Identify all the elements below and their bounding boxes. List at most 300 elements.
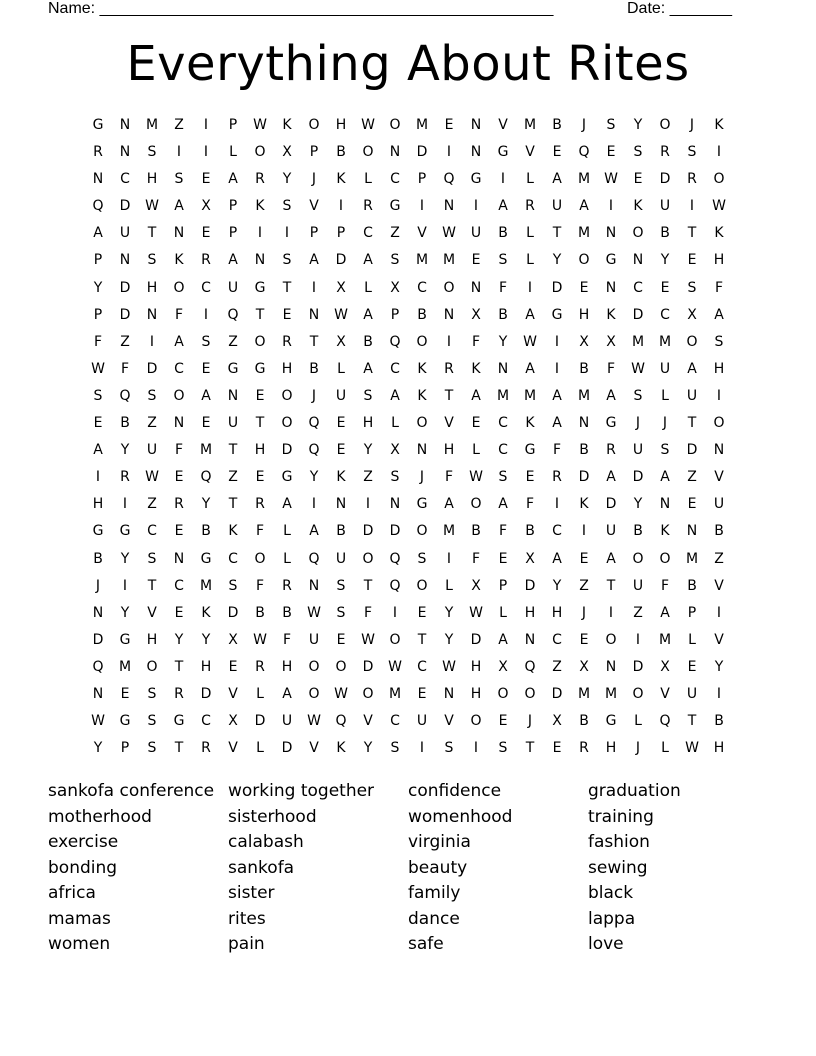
grid-letter: L [499, 604, 508, 621]
grid-letter: K [714, 225, 725, 242]
grid-letter: T [552, 225, 563, 242]
grid-letter: X [660, 658, 671, 675]
grid-letter: B [309, 360, 320, 377]
grid-letter: S [93, 387, 104, 404]
grid-letter: V [660, 685, 671, 702]
grid-row [85, 332, 733, 359]
grid-letter: Y [660, 252, 671, 269]
grid-letter: E [228, 658, 239, 675]
grid-letter: I [689, 198, 696, 215]
grid-letter: E [687, 658, 698, 675]
grid-letter: A [282, 685, 293, 702]
grid-letter: W [523, 333, 538, 350]
grid-letter: A [174, 198, 185, 215]
word-bank-item: mamas [48, 908, 111, 929]
grid-letter: K [660, 523, 671, 540]
grid-letter: T [228, 496, 239, 513]
grid-letter: U [632, 442, 645, 459]
grid-letter: S [282, 198, 293, 215]
grid-letter: H [551, 604, 564, 621]
grid-letter: Z [633, 604, 644, 621]
grid-letter: S [363, 387, 374, 404]
grid-letter: T [255, 306, 266, 323]
grid-letter: M [631, 333, 646, 350]
word-bank-item: africa [48, 883, 96, 903]
grid-letter: G [92, 523, 105, 540]
grid-letter: E [417, 685, 428, 702]
grid-letter: R [120, 469, 131, 486]
grid-letter: J [311, 387, 318, 404]
grid-letter: I [716, 685, 723, 702]
grid-letter: X [336, 333, 347, 350]
grid-letter: R [525, 198, 536, 215]
grid-letter: U [227, 279, 240, 296]
grid-letter: E [255, 387, 266, 404]
grid-row [85, 711, 733, 738]
grid-letter: A [552, 387, 563, 404]
grid-letter: U [416, 713, 429, 730]
grid-letter: D [281, 442, 294, 459]
word-bank-item: safe [408, 934, 444, 954]
grid-letter: G [497, 144, 510, 161]
grid-letter: V [444, 713, 455, 730]
grid-row [85, 576, 733, 603]
name-field-label: Name: ___________________________________________________ [48, 0, 554, 17]
grid-letter: O [389, 117, 402, 133]
header-line [48, 0, 768, 20]
grid-letter: N [119, 117, 132, 133]
grid-letter: P [498, 577, 509, 594]
grid-letter: I [176, 144, 183, 161]
grid-letter: N [605, 279, 618, 296]
grid-letter: D [335, 252, 348, 269]
grid-letter: V [363, 713, 374, 730]
grid-letter: T [687, 225, 698, 242]
grid-letter: A [606, 469, 617, 486]
grid-letter: Y [201, 631, 212, 648]
grid-letter: W [307, 713, 322, 730]
grid-letter: C [498, 442, 509, 459]
grid-letter: N [497, 360, 510, 377]
grid-letter: B [552, 117, 563, 133]
grid-letter: H [254, 442, 267, 459]
grid-row [85, 684, 733, 711]
word-bank-item: virginia [408, 832, 471, 852]
grid-letter: N [470, 117, 483, 133]
grid-letter: V [498, 117, 509, 133]
grid-letter: N [173, 415, 186, 432]
grid-letter: S [228, 577, 239, 594]
grid-letter: G [551, 306, 564, 323]
grid-letter: E [336, 631, 347, 648]
grid-letter: M [118, 658, 133, 675]
grid-letter: S [336, 604, 347, 621]
grid-letter: I [446, 550, 453, 567]
grid-letter: K [336, 171, 347, 188]
date-field-label: Date: _______ [627, 0, 732, 17]
grid-letter: U [551, 198, 564, 215]
grid-letter: F [255, 523, 266, 540]
grid-letter: O [470, 496, 483, 513]
grid-letter: N [416, 442, 429, 459]
grid-letter: I [419, 740, 426, 757]
grid-letter: W [334, 685, 349, 702]
grid-letter: C [417, 658, 428, 675]
grid-letter: N [632, 252, 645, 269]
grid-letter: L [526, 225, 535, 242]
grid-letter: K [174, 252, 185, 269]
grid-letter: S [147, 685, 158, 702]
grid-letter: V [714, 577, 725, 594]
grid-letter: A [390, 387, 401, 404]
grid-letter: G [254, 360, 267, 377]
grid-letter: K [282, 117, 293, 133]
grid-letter: O [659, 117, 672, 133]
grid-letter: N [119, 252, 132, 269]
grid-letter: S [633, 144, 644, 161]
grid-letter: M [442, 523, 457, 540]
grid-letter: S [417, 550, 428, 567]
grid-letter: P [228, 117, 239, 133]
grid-letter: J [581, 604, 588, 621]
grid-letter: O [362, 144, 375, 161]
grid-letter: J [635, 740, 642, 757]
grid-letter: E [201, 225, 212, 242]
grid-letter: C [552, 631, 563, 648]
grid-letter: S [147, 387, 158, 404]
grid-letter: Y [363, 442, 374, 459]
grid-letter: W [334, 306, 349, 323]
grid-letter: R [552, 469, 563, 486]
grid-letter: H [200, 658, 213, 675]
grid-letter: G [119, 631, 132, 648]
grid-letter: H [335, 117, 348, 133]
grid-letter: J [95, 577, 102, 594]
grid-letter: K [201, 604, 212, 621]
grid-letter: B [336, 523, 347, 540]
grid-row [85, 440, 733, 467]
grid-row [85, 169, 733, 196]
grid-letter: T [363, 577, 374, 594]
grid-letter: S [660, 442, 671, 459]
grid-letter: O [416, 523, 429, 540]
grid-letter: U [227, 415, 240, 432]
grid-letter: L [283, 523, 292, 540]
grid-letter: M [577, 171, 592, 188]
grid-letter: D [551, 685, 564, 702]
grid-letter: O [254, 550, 267, 567]
grid-row [85, 467, 733, 494]
grid-letter: D [659, 171, 672, 188]
grid-letter: L [337, 360, 346, 377]
grid-letter: C [390, 171, 401, 188]
grid-letter: T [147, 577, 158, 594]
grid-letter: R [174, 685, 185, 702]
grid-letter: S [390, 740, 401, 757]
grid-letter: F [255, 577, 266, 594]
grid-letter: U [659, 360, 672, 377]
grid-letter: N [92, 604, 105, 621]
grid-letter: G [281, 469, 294, 486]
grid-letter: D [632, 469, 645, 486]
grid-letter: T [687, 713, 698, 730]
grid-letter: D [578, 469, 591, 486]
grid-letter: G [173, 713, 186, 730]
grid-letter: S [498, 469, 509, 486]
grid-letter: I [608, 198, 615, 215]
grid-letter: M [199, 577, 214, 594]
grid-letter: E [660, 279, 671, 296]
grid-letter: A [687, 360, 698, 377]
grid-letter: Z [363, 469, 374, 486]
grid-letter: F [444, 469, 455, 486]
grid-letter: D [227, 604, 240, 621]
grid-letter: G [254, 279, 267, 296]
grid-letter: B [201, 523, 212, 540]
grid-letter: H [362, 415, 375, 432]
grid-letter: F [552, 442, 563, 459]
grid-letter: Y [282, 171, 293, 188]
grid-letter: J [311, 171, 318, 188]
grid-row [85, 386, 733, 413]
word-bank-item: sister [228, 883, 275, 903]
grid-letter: F [498, 523, 509, 540]
grid-letter: B [93, 550, 104, 567]
grid-letter: C [660, 306, 671, 323]
grid-letter: A [606, 550, 617, 567]
grid-letter: A [201, 387, 212, 404]
grid-letter: U [659, 198, 672, 215]
grid-letter: R [282, 577, 293, 594]
grid-letter: V [228, 685, 239, 702]
grid-letter: K [471, 360, 482, 377]
grid-letter: I [311, 496, 318, 513]
grid-letter: E [552, 144, 563, 161]
grid-row [85, 196, 733, 223]
grid-letter: S [714, 333, 725, 350]
grid-letter: P [309, 225, 320, 242]
grid-letter: R [687, 171, 698, 188]
grid-letter: I [122, 496, 129, 513]
grid-row [85, 142, 733, 169]
grid-letter: Q [92, 658, 105, 675]
grid-letter: P [228, 225, 239, 242]
grid-letter: B [498, 225, 509, 242]
grid-letter: L [526, 171, 535, 188]
grid-letter: P [336, 225, 347, 242]
grid-letter: M [388, 685, 403, 702]
grid-letter: F [93, 333, 104, 350]
grid-letter: H [713, 360, 726, 377]
grid-letter: H [578, 306, 591, 323]
grid-letter: F [282, 631, 293, 648]
grid-letter: X [579, 658, 590, 675]
grid-letter: D [389, 523, 402, 540]
grid-letter: M [658, 333, 673, 350]
grid-letter: X [336, 279, 347, 296]
grid-letter: D [254, 713, 267, 730]
grid-letter: S [336, 577, 347, 594]
grid-letter: E [606, 144, 617, 161]
grid-letter: L [661, 387, 670, 404]
grid-letter: N [443, 685, 456, 702]
grid-letter: U [146, 442, 159, 459]
grid-letter: K [417, 360, 428, 377]
grid-letter: O [443, 279, 456, 296]
grid-row [85, 603, 733, 630]
grid-letter: M [577, 685, 592, 702]
grid-letter: T [444, 387, 455, 404]
grid-letter: E [687, 252, 698, 269]
grid-letter: I [527, 279, 534, 296]
grid-letter: J [689, 117, 696, 133]
grid-letter: Y [120, 550, 131, 567]
grid-letter: W [91, 713, 106, 730]
grid-letter: F [471, 550, 482, 567]
grid-letter: N [389, 496, 402, 513]
grid-letter: E [201, 415, 212, 432]
grid-letter: A [552, 415, 563, 432]
grid-letter: N [443, 198, 456, 215]
grid-letter: X [552, 713, 563, 730]
grid-letter: B [282, 604, 293, 621]
grid-row [85, 521, 733, 548]
grid-letter: X [282, 144, 293, 161]
grid-letter: H [713, 252, 726, 269]
grid-letter: R [201, 740, 212, 757]
grid-letter: X [390, 442, 401, 459]
grid-letter: A [660, 469, 671, 486]
grid-letter: L [229, 144, 238, 161]
grid-letter: N [578, 415, 591, 432]
grid-letter: V [444, 415, 455, 432]
grid-letter: F [174, 442, 185, 459]
grid-letter: V [147, 604, 158, 621]
grid-letter: K [579, 496, 590, 513]
grid-letter: Y [201, 496, 212, 513]
grid-letter: I [716, 144, 723, 161]
grid-letter: M [604, 685, 619, 702]
grid-letter: K [525, 415, 536, 432]
grid-letter: V [309, 740, 320, 757]
grid-letter: C [120, 171, 131, 188]
grid-letter: U [632, 577, 645, 594]
grid-letter: A [552, 171, 563, 188]
grid-letter: L [256, 685, 265, 702]
grid-letter: Q [119, 387, 132, 404]
grid-letter: H [443, 442, 456, 459]
grid-letter: O [632, 225, 645, 242]
word-bank-item: sankofa [228, 857, 295, 878]
grid-letter: Y [363, 740, 374, 757]
grid-letter: B [336, 144, 347, 161]
grid-letter: M [199, 442, 214, 459]
grid-letter: I [446, 333, 453, 350]
grid-letter: T [255, 415, 266, 432]
grid-letter: D [362, 658, 375, 675]
grid-letter: H [281, 658, 294, 675]
grid-letter: S [687, 144, 698, 161]
grid-letter: I [635, 631, 642, 648]
grid-letter: E [552, 740, 563, 757]
grid-letter: G [416, 496, 429, 513]
grid-row [85, 223, 733, 250]
grid-letter: O [497, 685, 510, 702]
grid-letter: Q [308, 550, 321, 567]
grid-letter: N [686, 523, 699, 540]
grid-letter: F [606, 360, 617, 377]
grid-letter: O [416, 333, 429, 350]
grid-letter: B [417, 306, 428, 323]
word-search-grid [85, 115, 733, 765]
grid-letter: X [228, 713, 239, 730]
grid-letter: L [364, 171, 373, 188]
grid-letter: W [685, 740, 700, 757]
grid-letter: K [336, 469, 347, 486]
grid-letter: E [579, 279, 590, 296]
grid-letter: A [606, 387, 617, 404]
grid-letter: G [227, 360, 240, 377]
word-bank-item: motherhood [48, 806, 152, 827]
grid-letter: Y [309, 469, 320, 486]
grid-letter: B [660, 225, 671, 242]
grid-letter: L [688, 631, 697, 648]
grid-letter: A [525, 306, 536, 323]
grid-letter: A [93, 225, 104, 242]
grid-letter: A [471, 387, 482, 404]
word-bank-item: working together [228, 781, 375, 801]
grid-letter: V [525, 144, 536, 161]
grid-letter: D [200, 685, 213, 702]
grid-letter: V [417, 225, 428, 242]
grid-letter: G [605, 713, 618, 730]
grid-letter: Y [714, 658, 725, 675]
grid-letter: Y [633, 117, 644, 133]
grid-letter: I [500, 171, 507, 188]
grid-letter: D [686, 442, 699, 459]
grid-letter: C [498, 415, 509, 432]
grid-letter: A [498, 631, 509, 648]
grid-letter: C [390, 713, 401, 730]
grid-letter: W [469, 469, 484, 486]
grid-letter: F [471, 333, 482, 350]
grid-letter: O [416, 577, 429, 594]
grid-letter: K [255, 198, 266, 215]
grid-letter: B [714, 713, 725, 730]
grid-letter: K [714, 117, 725, 133]
grid-letter: O [335, 658, 348, 675]
grid-letter: O [308, 685, 321, 702]
grid-letter: D [416, 144, 429, 161]
grid-letter: N [227, 387, 240, 404]
word-bank-item: sankofa conference [48, 781, 215, 801]
grid-letter: N [92, 171, 105, 188]
grid-letter: Z [120, 333, 131, 350]
grid-letter: N [92, 685, 105, 702]
grid-letter: A [309, 252, 320, 269]
grid-letter: Y [120, 442, 131, 459]
grid-letter: Y [120, 604, 131, 621]
word-bank-item: calabash [228, 832, 304, 852]
grid-letter: Y [93, 279, 104, 296]
grid-letter: P [120, 740, 131, 757]
grid-letter: A [579, 198, 590, 215]
grid-letter: C [174, 577, 185, 594]
grid-letter: N [443, 306, 456, 323]
grid-letter: N [470, 279, 483, 296]
grid-letter: U [713, 496, 726, 513]
grid-letter: Q [443, 171, 456, 188]
